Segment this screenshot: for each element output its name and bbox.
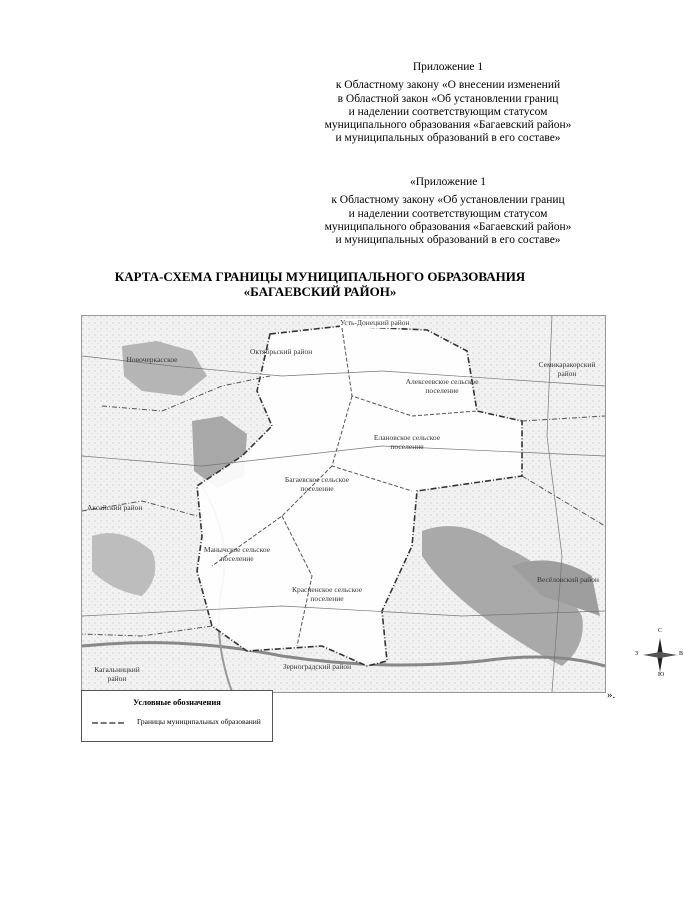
label-novocherkassk: Новочеркасское [126,355,178,364]
header-line: в Областной закон «Об установлении границ [337,92,559,105]
compass-west: З [635,651,639,657]
label-zernogradsky: Зерноградский район [282,662,352,671]
compass-rose [635,628,683,678]
header-line: и муниципальных образований в его составе» [335,132,561,145]
legend-item-label: Границы муниципальных образований [137,717,261,726]
header-line: и муниципальных образований в его составе» [335,234,561,247]
boundary-map [81,315,683,693]
label-manychskoe: Манычское сельское поселение [203,545,271,563]
appendix-header-original [300,176,596,247]
header-line: муниципального образования «Багаевский район» [324,220,572,233]
label-bagaevskoe: Багаевское сельское поселение [284,475,350,493]
appendix-header-new [300,61,596,146]
map-title-line: «БАГАЕВСКИЙ РАЙОН» [243,284,397,299]
compass-south: Ю [658,672,665,678]
label-kagalnitsky: Кагальницкий район [94,665,140,683]
label-aksaysky: Аксайский район [87,503,143,512]
appendix-title: «Приложение 1 [409,176,487,188]
header-line: и наделении соответствующим статусом [348,207,548,220]
legend-title: Условные обозначения [133,697,221,707]
label-krasnoarmeyskoe: Красненское сельское поселение [291,585,363,603]
map-title-line: КАРТА-СХЕМА ГРАНИЦЫ МУНИЦИПАЛЬНОГО ОБРАЗОВАНИЯ [114,269,526,284]
header-line: и наделении соответствующим статусом [348,105,548,118]
header-line: к Областному закону «О внесении изменений [335,79,561,92]
legend-boundary-swatch [92,722,124,724]
header-line: к Областному закону «Об установлении границ [331,194,565,207]
compass-east: В [679,651,683,657]
closing-quote-mark: ». [607,689,616,701]
appendix-title: Приложение 1 [412,61,484,73]
map-drawing [82,316,605,692]
compass-icon [639,634,681,676]
label-semikarakorsky: Семикаракорский район [538,360,596,378]
label-vesyolovsky: Весёловский район [537,575,599,584]
label-oktyabrsky: Октябрьский район [250,347,313,356]
map-legend [81,690,273,742]
label-aleksandrovskoe: Алексеевское сельское поселение [405,377,479,395]
header-line: муниципального образования «Багаевский район» [324,119,572,132]
label-ust-donetsk: Усть-Донецкий район [340,318,410,327]
label-elanovskoe: Елановское сельское поселение [373,433,441,451]
map-title [60,269,580,299]
compass-north: С [658,628,663,634]
